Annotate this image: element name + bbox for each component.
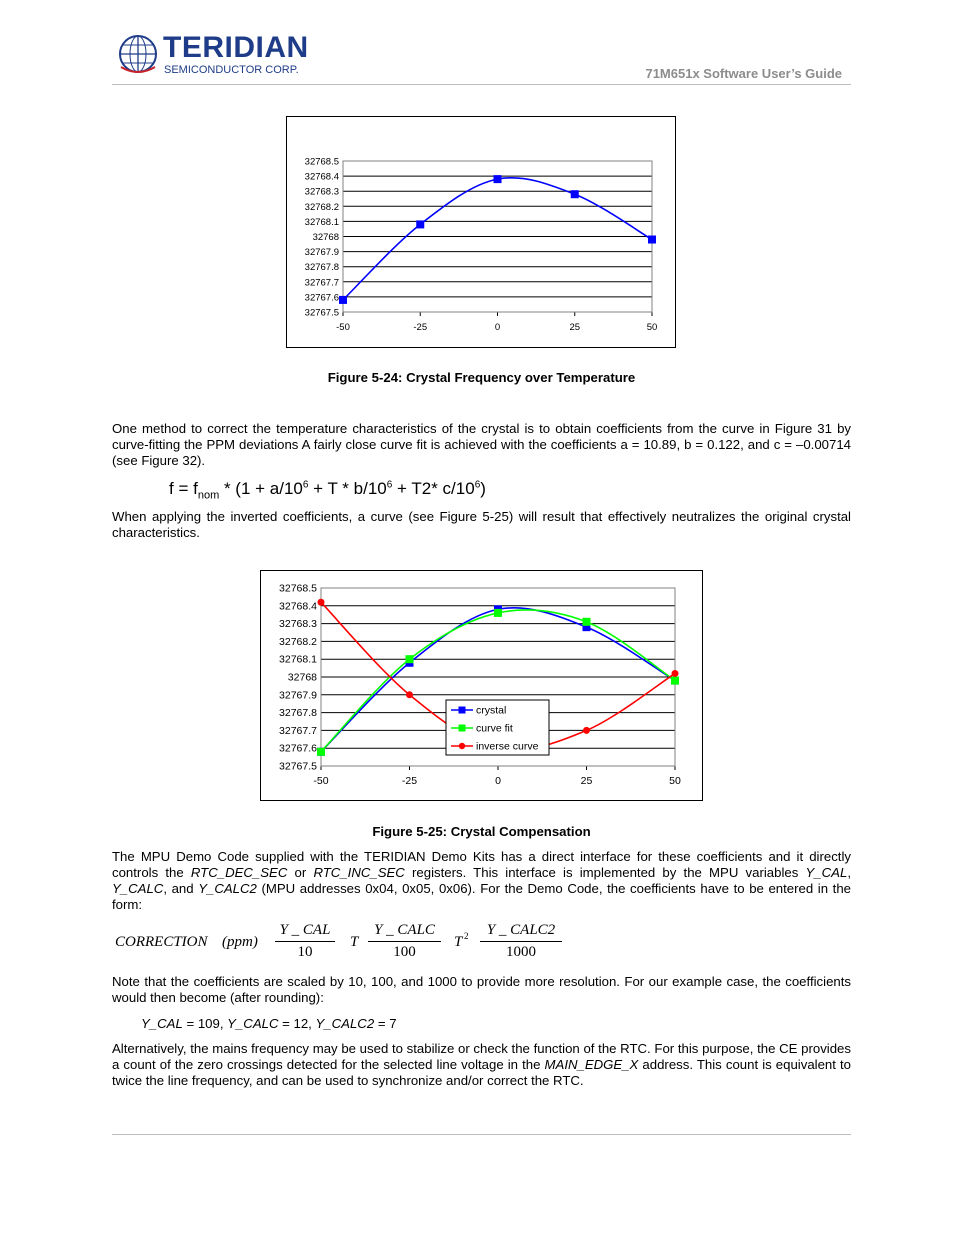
data-point: [571, 190, 579, 198]
fraction-ycalc2: Y _ CALC2 1000: [480, 922, 562, 961]
legend-label: inverse curve: [476, 740, 539, 753]
legend-marker: [459, 725, 466, 732]
x-tick-label: -25: [401, 775, 418, 787]
x-tick-label: -50: [313, 775, 329, 787]
y-tick-label: 32768.3: [279, 618, 317, 631]
x-tick-label: 50: [669, 775, 681, 787]
y-tick-label: 32767.5: [279, 760, 317, 773]
fraction-ycal: Y _ CAL 10: [275, 922, 335, 961]
data-point: [317, 748, 325, 756]
figure-caption-5-25: Figure 5-25: Crystal Compensation: [372, 824, 591, 839]
data-point: [648, 236, 656, 244]
y-tick-label: 32767.5: [304, 307, 339, 319]
data-point: [672, 670, 679, 677]
chart-svg: [287, 117, 675, 347]
y-tick-label: 32768.2: [304, 201, 339, 213]
y-tick-label: 32768.4: [304, 171, 339, 183]
header-divider: [112, 84, 851, 85]
chart-svg: [261, 571, 702, 800]
legend-marker: [459, 743, 465, 749]
data-point: [494, 609, 502, 617]
x-tick-label: 0: [495, 775, 501, 787]
data-point: [494, 175, 502, 183]
document-title: 71M651x Software User’s Guide: [645, 66, 842, 81]
figure-caption-5-24: Figure 5-24: Crystal Frequency over Temperature: [327, 370, 636, 385]
x-tick-label: 0: [494, 322, 501, 333]
frequency-formula: $f = f_{nom} * (1 + a/10^6 + T * b/10^6 + T2*$ $c/10^6$): [169, 479, 486, 502]
x-tick-label: 50: [646, 322, 658, 333]
y-tick-label: 32767.9: [304, 247, 339, 259]
y-tick-label: 32767.7: [304, 277, 339, 289]
data-point: [339, 296, 347, 304]
paragraph-inverted-coefficients: When applying the inverted coefficients, a curve (see Figure 5-25) will result that effectively neutralizes the original crystal characteristics.: [112, 509, 851, 540]
brand-name: TERIDIAN: [163, 31, 309, 64]
data-point: [416, 220, 424, 228]
coefficient-values: Y_CAL = 109, Y_CALC = 12, Y_CALC2 = 7: [141, 1016, 397, 1031]
y-tick-label: 32767.6: [304, 292, 339, 304]
y-tick-label: 32767.8: [304, 262, 339, 274]
footer-divider: [112, 1134, 851, 1135]
y-tick-label: 32768: [312, 232, 339, 243]
y-tick-label: 32768.1: [304, 216, 339, 228]
y-tick-label: 32767.9: [279, 689, 317, 702]
legend-label: curve fit: [476, 722, 513, 735]
legend-marker: [459, 707, 466, 714]
brand-subtitle: SEMICONDUCTOR CORP.: [164, 64, 299, 76]
y-tick-label: 32768.4: [279, 600, 317, 613]
x-tick-label: -50: [336, 322, 350, 333]
data-point: [583, 727, 590, 734]
paragraph-curve-fit: One method to correct the temperature characteristics of the crystal is to obtain coefficients from the curve in Figure 31 by curve-fitting the PPM deviations A fairly close curve fit is achieved with the coefficients a = 10.89, b = 0.122, and c = –0.00714 (see Figure 32).: [112, 421, 851, 468]
correction-formula: CORRECTION (ppm) Y _ CAL 10 T Y _ CALC 100 T 2 Y _ CALC2 1000: [115, 922, 575, 968]
chart-crystal-frequency: [286, 116, 676, 348]
data-point: [583, 618, 591, 626]
paragraph-mains-frequency: Alternatively, the mains frequency may be used to stabilize or check the function of the RTC. For this purpose, the CE provides a count of the zero crossings detected for the selected line voltage in the MAIN_EDGE_X address. This count is equivalent to twice the line frequency, and can be used to synchronize and/or correct the RTC.: [112, 1041, 851, 1088]
paragraph-mpu-demo-code: The MPU Demo Code supplied with the TERIDIAN Demo Kits has a direct interface for these coefficients and it directly controls the RTC_DEC_SEC or RTC_INC_SEC registers. This interface is implemented by the MPU variables Y_CAL, Y_CALC, and Y_CALC2 (MPU addresses 0x04, 0x05, 0x06). For the Demo Code, the coefficients have to be entered in the form:: [112, 849, 851, 912]
data-point: [318, 599, 325, 606]
y-tick-label: 32767.8: [279, 707, 317, 720]
chart-crystal-compensation: [260, 570, 703, 801]
y-tick-label: 32768.2: [279, 635, 317, 648]
y-tick-label: 32768.1: [279, 653, 317, 666]
y-tick-label: 32768.3: [304, 186, 339, 198]
y-tick-label: 32768.5: [279, 582, 317, 595]
y-tick-label: 32768: [287, 671, 317, 684]
data-point: [406, 691, 413, 698]
globe-logo-icon: [117, 33, 163, 79]
legend-label: crystal: [476, 704, 507, 717]
x-tick-label: 25: [580, 775, 593, 787]
y-tick-label: 32767.6: [279, 742, 317, 755]
y-tick-label: 32767.7: [279, 724, 317, 737]
x-tick-label: -25: [413, 322, 428, 333]
data-point: [671, 677, 679, 685]
fraction-ycalc: Y _ CALC 100: [368, 922, 441, 961]
x-tick-label: 25: [569, 322, 581, 333]
data-point: [406, 655, 414, 663]
y-tick-label: 32768.5: [304, 156, 339, 168]
paragraph-scaling-note: Note that the coefficients are scaled by 10, 100, and 1000 to provide more resolution. For our example case, the coefficients would then become (after rounding):: [112, 974, 851, 1005]
company-logo: [117, 33, 317, 79]
